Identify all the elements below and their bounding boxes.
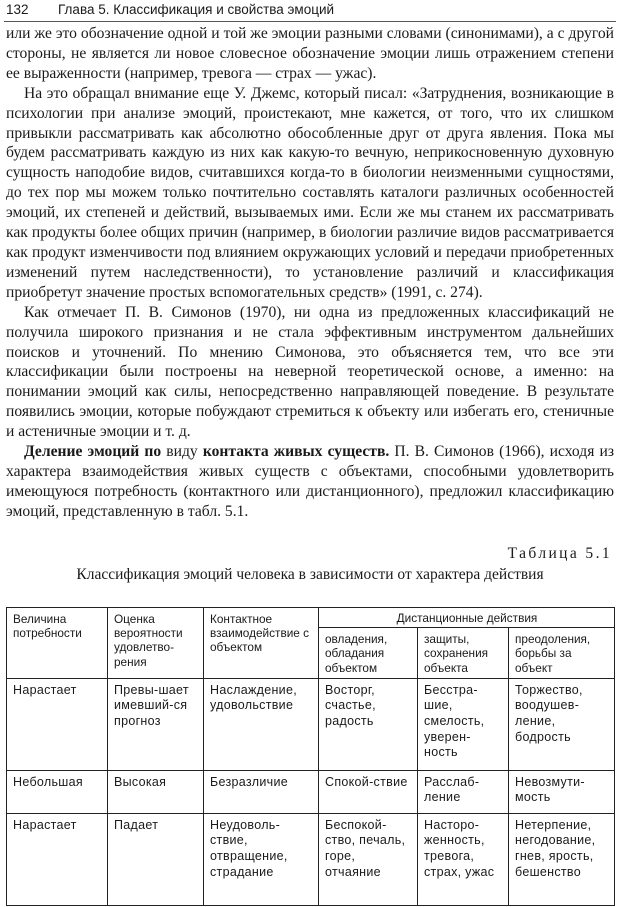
page-number: 132 — [6, 2, 29, 17]
table-cell: Беспокой-ство, печаль, горе, отчаяние — [319, 813, 418, 905]
header-need-magnitude: Величина потребности — [7, 608, 108, 679]
header-protection: защиты, сохранения объекта — [418, 628, 509, 679]
running-header — [6, 0, 606, 22]
header-overcoming: преодоления, борьбы за объект — [509, 628, 615, 679]
table-label: Таблица 5.1 — [507, 545, 612, 562]
table-row — [7, 678, 615, 770]
chapter-title: Глава 5. Классификация и свойства эмоций — [58, 2, 335, 17]
table-row — [7, 813, 615, 905]
body-text — [6, 24, 614, 522]
header-contact: Контактное взаимодействие с объектом — [204, 608, 319, 679]
table-header-row — [7, 608, 615, 628]
table-cell: Высокая — [108, 770, 204, 813]
table-cell: Нарастает — [7, 813, 108, 905]
header-possession: овладения, обладания объектом — [319, 628, 418, 679]
table-cell: Безразличие — [204, 770, 319, 813]
table-cell: Невозмути-мость — [509, 770, 615, 813]
table-cell: Превы-шает имевший-ся прогноз — [108, 678, 204, 770]
table-cell: Падает — [108, 813, 204, 905]
header-divider — [4, 21, 616, 22]
header-distant-actions: Дистанционные действия — [319, 608, 615, 628]
bold-phrase-1: Деление эмоций по — [24, 443, 162, 461]
header-probability: Оценка вероятности удовлетво-рения — [108, 608, 204, 679]
table-cell: Нетерпение, негодование, гнев, ярость, бешенство — [509, 813, 615, 905]
table-row — [7, 770, 615, 813]
paragraph-4-mid: виду — [161, 443, 203, 461]
paragraph-4 — [6, 442, 614, 522]
table-title: Классификация эмоций человека в зависимости от характера действия — [76, 566, 544, 583]
table-cell: Бесстра-шие, смелость, уверен-ность — [418, 678, 509, 770]
table-cell: Торжество, воодушев-ление, бодрость — [509, 678, 615, 770]
table-cell: Небольшая — [7, 770, 108, 813]
table-cell: Спокой-ствие — [319, 770, 418, 813]
table-cell: Неудоволь-ствие, отвращение, страдание — [204, 813, 319, 905]
paragraph-3: Как отмечает П. В. Симонов (1970), ни одна из предложенных классификаций не получила широкого признания и не стала эффективным инструментом дальнейших поисков и уточнений. По мнению Симонова, это объясняется тем, что все эти классификации были построены на неверной теоретической основе, а именно: на понимании эмоций как силы, непосредственно направляющей поведение. В результате появились эмоции, которые побуждают стремиться к объекту или избегать его, стеничные и астеничные эмоции и т. д. — [6, 303, 614, 441]
table-cell: Наслаждение, удовольствие — [204, 678, 319, 770]
paragraph-4-rest: П. В. Симонов (1966), исходя из характера взаимодействия живых существ с объектами, способными удовлетворить имеющуюся потребность (контактного или дистанционного), предложил классификацию эмоций, представленную в табл. 5.1. — [6, 443, 614, 520]
emotion-classification-table — [6, 607, 615, 906]
paragraph-1: или же это обозначение одной и той же эмоции разными словами (синонимами), а с другой стороны, не является ли новое словесное обозначение эмоции лишь отражением степени ее выраженности (например, тревога — страх — ужас). — [6, 25, 614, 82]
table-cell: Восторг, счастье, радость — [319, 678, 418, 770]
table-cell: Расслаб-ление — [418, 770, 509, 813]
bold-phrase-2: контакта живых существ. — [202, 443, 390, 461]
paragraph-2: На это обращал внимание еще У. Джемс, который писал: «Затруднения, возникающие в психологии при анализе эмоций, проистекают, мне кажется, от того, что их слишком привыкли рассматривать как абсолютно обособленные друг от друга явления. Пока мы будем рассматривать каждую из них как какую-то вечную, неприкосновенную духовную сущность наподобие видов, считавшихся когда-то в биологии неизменными сущностями, до тех пор мы можем только почтительно составлять каталоги различных особенностей эмоций, их степеней и действий, вызываемых ими. Если же мы станем их рассматривать как продукты более общих причин (например, в биологии различие видов рассматривается как продукт изменчивости под влиянием окружающих условий и передачи приобретенных изменений путем наследственности), то установление различий и классификация приобретут значение простых вспомогательных средств» (1991, с. 274). — [6, 84, 614, 301]
table-cell: Нарастает — [7, 678, 108, 770]
table-cell: Насторо-женность, тревога, страх, ужас — [418, 813, 509, 905]
